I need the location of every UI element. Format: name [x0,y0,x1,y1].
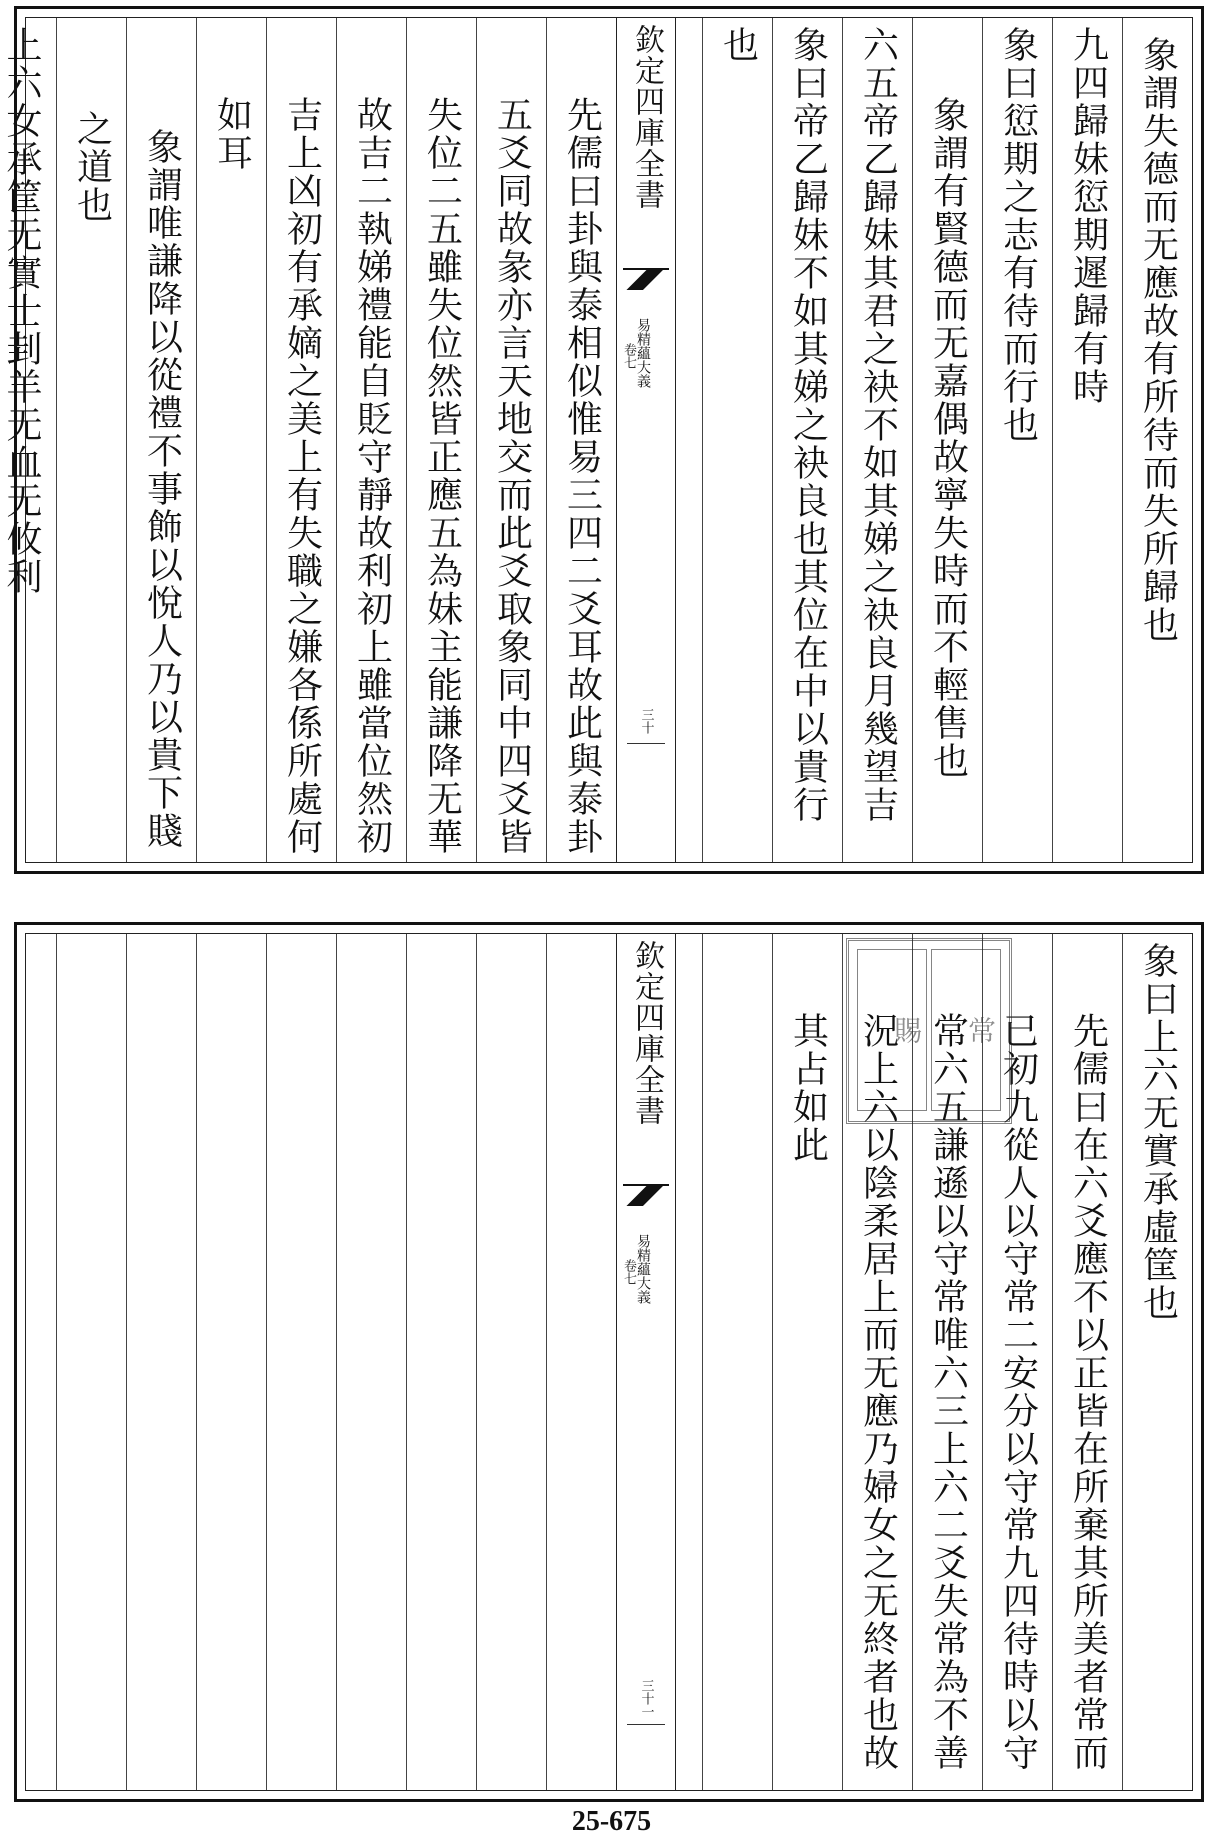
column-text: 九四歸妹愆期遲歸有時 [1067,26,1109,406]
column [476,18,546,862]
top-page-frame [1,17,1193,863]
column-text: 五爻同故彖亦言天地交而此爻取象同中四爻皆 [491,96,533,856]
column [1122,18,1192,862]
column-text: 象曰上六无實承虛筐也 [1137,942,1179,1322]
column-text: 象謂失德而无應故有所待而失所歸也 [1137,36,1179,644]
column [772,934,842,1790]
center-title: 欽定四庫全書 [629,940,664,1126]
column [1122,934,1192,1790]
column [336,934,406,1790]
column [406,934,476,1790]
column-text: 故吉二執娣禮能自貶守靜故利初上雖當位然初 [351,96,393,856]
fishtail-mark [623,1184,669,1206]
column-text: 其占如此 [787,1012,829,1164]
column [1052,18,1122,862]
column [336,18,406,862]
column [842,18,912,862]
column [772,18,842,862]
column [406,18,476,862]
folio-line [627,743,665,744]
column-text: 之道也 [71,110,113,224]
volume-label: 卷七 [621,343,636,369]
column [546,934,616,1790]
folio-number: 三十 [638,708,654,734]
column-text: 象曰愆期之志有待而行也 [997,26,1039,444]
top-page [1,6,1204,874]
column [476,934,546,1790]
column [912,18,982,862]
book-name: 易精蘊大義 [635,1234,651,1304]
column-text: 象謂唯謙降以從禮不事飾以悅人乃以貴下賤 [141,128,183,850]
column-text: 先儒曰卦與泰相似惟易三四二爻耳故此與泰卦 [561,96,603,856]
center-strip [616,18,676,862]
column [126,934,196,1790]
column-text: 況上六以陰柔居上而无應乃婦女之无終者也故 [857,1012,899,1772]
column [982,18,1052,862]
column-text: 象曰帝乙歸妹不如其娣之袂良也其位在中以貴行 [787,26,829,824]
column [56,18,126,862]
bottom-page-frame [25,933,1193,1791]
column-text: 先儒曰在六爻應不以正皆在所棄其所美者常而 [1067,1012,1109,1772]
column-text: 上六女承筐无實士刲羊无血无攸利 [1,26,42,596]
seal-stamp [846,938,1012,1124]
seal-char-right: 常 [931,949,1001,1111]
column-text: 六五帝乙歸妹其君之袂不如其娣之袂良月幾望吉 [857,26,899,824]
column [546,18,616,862]
column [126,18,196,862]
column [56,934,126,1790]
page-number: 25-675 [571,1806,652,1837]
column-text: 如耳 [211,96,253,172]
volume-label: 卷七 [621,1259,636,1285]
column [0,18,56,862]
center-title: 欽定四庫全書 [629,24,664,210]
column-text: 失位二五雖失位然皆正應五為妹主能謙降无華 [421,96,463,856]
fishtail-mark [623,268,669,290]
column [196,18,266,862]
column [266,18,336,862]
column [702,934,772,1790]
column [266,934,336,1790]
center-strip [616,934,676,1790]
column [196,934,266,1790]
bottom-page [14,922,1204,1802]
folio-line [627,1724,665,1725]
column-text: 象謂有賢德而无嘉偶故寧失時而不輕售也 [927,96,969,780]
book-name: 易精蘊大義 [635,318,651,388]
column [702,18,772,862]
column-text: 常六五謙遜以守常唯六三上六二爻失常為不善 [927,1012,969,1772]
column-text: 吉上凶初有承嫡之美上有失職之嫌各係所處何 [281,96,323,856]
seal-char-left: 賜 [857,949,927,1111]
folio-number: 三十一 [638,1679,654,1718]
column-text: 也 [717,26,759,64]
column [1052,934,1122,1790]
column-text: 已初九從人以守常二安分以守常九四待時以守 [997,1012,1039,1772]
